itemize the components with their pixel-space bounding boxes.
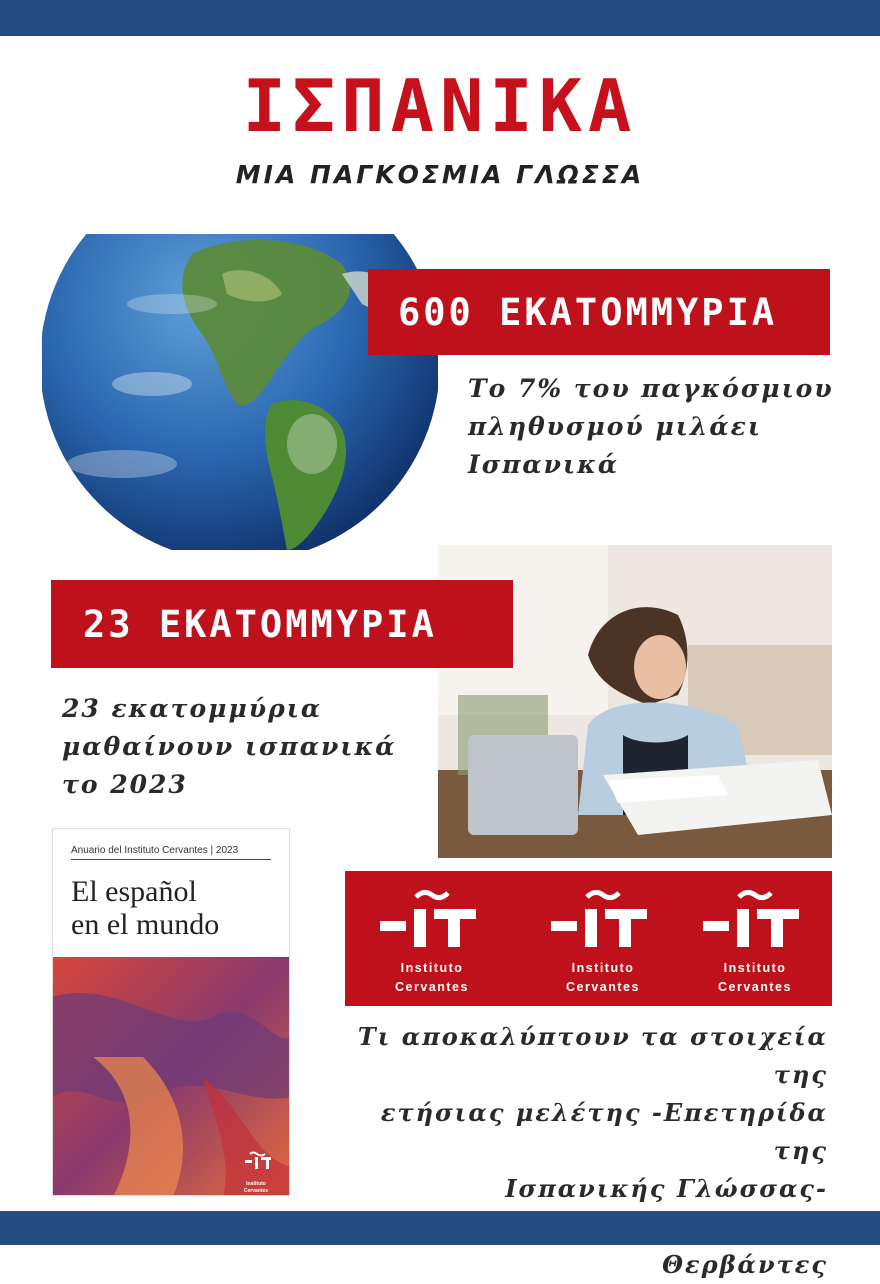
- book-title-line: El español: [71, 875, 197, 908]
- stat2-description: [62, 690, 422, 804]
- book-logo-text: Cervantes: [243, 1188, 269, 1194]
- cervantes-logo-icon: [695, 887, 815, 957]
- book-title-line: en el mundo: [71, 908, 220, 941]
- cervantes-logo: [543, 887, 663, 997]
- cervantes-logo: [372, 887, 492, 997]
- book-logo-text: Instituto: [246, 1181, 266, 1187]
- logo-text: Cervantes: [718, 980, 792, 994]
- logo-text: Instituto: [723, 961, 787, 975]
- logo-text: Instituto: [571, 961, 635, 975]
- book-header: Anuario del Instituto Cervantes | 2023: [71, 845, 271, 860]
- cervantes-logos-banner: [345, 871, 832, 1006]
- stat2-line: 23 εκατομμύρια: [62, 694, 323, 723]
- logo-text: Instituto: [400, 961, 464, 975]
- page-subtitle: ΜΙΑ ΠΑΓΚΟΣΜΙΑ ΓΛΩΣΣΑ: [235, 160, 645, 189]
- cervantes-logo-icon: [543, 887, 663, 957]
- stat1-headline-box: [368, 269, 830, 355]
- stat2-line: μαθαίνουν ισπανικά: [62, 732, 397, 761]
- stat2-headline: 23 ΕΚΑΤΟΜΜΥΡΙΑ: [83, 602, 437, 646]
- top-bar: [0, 0, 880, 36]
- bottom-bar: [0, 1211, 880, 1245]
- logo-text: Cervantes: [395, 980, 469, 994]
- stat2-headline-box: [51, 580, 513, 668]
- book-title: [71, 875, 281, 941]
- stat1-line: Ισπανικά: [468, 450, 620, 479]
- book-cover: [52, 828, 290, 1196]
- stat1-description: [468, 370, 868, 484]
- page-title: ΙΣΠΑΝΙΚΑ: [242, 64, 638, 148]
- cervantes-logo-icon: [372, 887, 492, 957]
- book-art: [53, 957, 290, 1196]
- stat1-headline: 600 ΕΚΑΤΟΜΜΥΡΙΑ: [398, 290, 778, 334]
- stat1-line: πληθυσμού μιλάει: [468, 412, 762, 441]
- stat2-line: το 2023: [62, 770, 188, 799]
- logo-text: Cervantes: [566, 980, 640, 994]
- footer-line: Θερβάντες: [662, 1250, 828, 1279]
- stat1-line: Το 7% του παγκόσμιου: [468, 374, 834, 403]
- footer-line: Ισπανικής Γλώσσας-: [505, 1174, 828, 1203]
- cervantes-logo: [695, 887, 815, 997]
- footer-line: Τι αποκαλύπτουν τα στοιχεία της: [357, 1022, 828, 1089]
- footer-line: ετήσιας μελέτης -Επετηρίδα της: [380, 1098, 828, 1165]
